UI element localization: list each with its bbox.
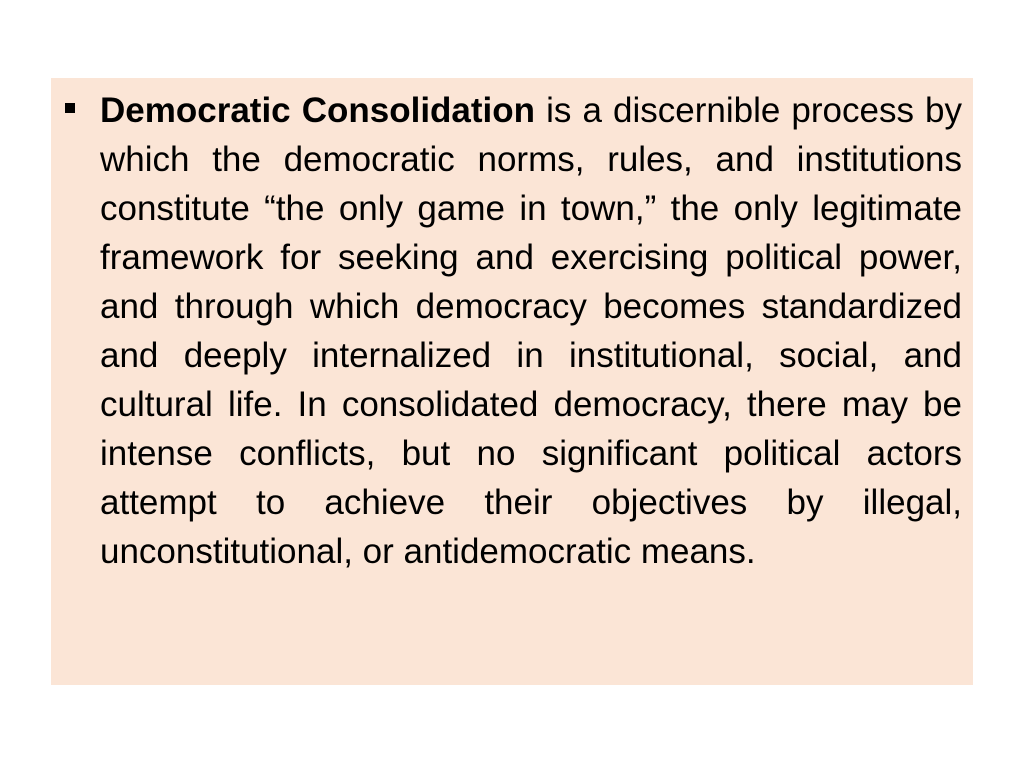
- bullet-paragraph: [100, 86, 962, 576]
- bullet-body: is a discernible process by which the democratic norms, rules, and institutions constitute “the only game in town,” the only legitimate framework for seeking and exercising political power, and through which democracy becomes standardized and deeply internalized in institutional, social, and cultural life. In consolidated democracy, there may be intense conflicts, but no significant political actors attempt to achieve their objectives by illegal, unconstitutional, or antidemocratic means.: [100, 91, 962, 571]
- bullet-term: Democratic Consolidation: [100, 91, 536, 130]
- square-bullet-icon: [65, 103, 75, 113]
- definition-text-box: [51, 78, 973, 685]
